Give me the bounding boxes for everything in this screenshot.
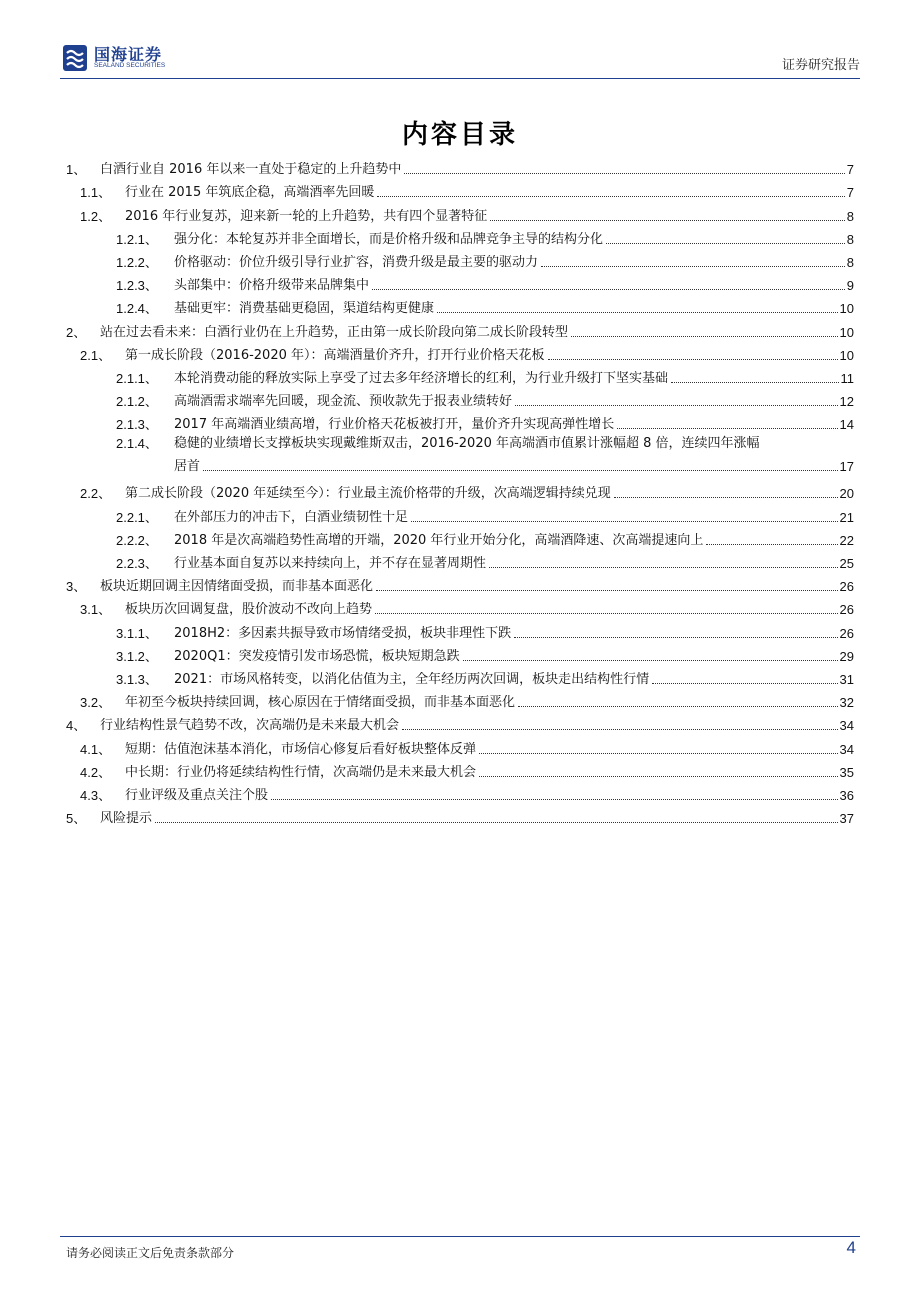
- toc-dot-leader: [479, 776, 838, 777]
- table-of-contents: [66, 155, 854, 827]
- toc-entry-number: 4、: [66, 718, 87, 734]
- toc-entry-page: 10: [839, 301, 854, 317]
- toc-entry-number: 2、: [66, 324, 87, 340]
- toc-entry[interactable]: [66, 178, 854, 201]
- toc-entry[interactable]: [66, 341, 854, 364]
- logo-chinese-name: 国海证券: [94, 45, 163, 64]
- footer-disclaimer: 请务必阅读正文后免责条款部分: [66, 1246, 235, 1260]
- toc-entry[interactable]: [66, 271, 854, 294]
- toc-entry-page: 35: [839, 764, 854, 780]
- toc-entry-number: 2.1.4、: [116, 436, 158, 452]
- toc-entry-page: 25: [839, 556, 854, 571]
- toc-entry-page: 8: [846, 231, 854, 247]
- toc-entry-page: 34: [839, 718, 854, 734]
- toc-entry-title: 第二成长阶段（2020 年延续至今）：行业最主流价格带的升级，次高端逻辑持续兑现: [125, 486, 611, 502]
- toc-dot-leader: [376, 590, 838, 591]
- toc-entry[interactable]: [66, 387, 854, 410]
- toc-dot-leader: [203, 470, 838, 471]
- logo-english-name: SEALAND SECURITIES: [94, 62, 166, 69]
- toc-entry-title: 行业结构性景气趋势不改，次高端仍是未来最大机会: [100, 718, 400, 734]
- toc-entry-number: 3.1、: [80, 602, 112, 618]
- toc-entry-number: 4.2、: [80, 764, 112, 780]
- toc-dot-leader: [706, 544, 837, 545]
- toc-entry-title: 短期：估值泡沫基本消化，市场信心修复后看好板块整体反弹: [125, 741, 477, 757]
- header-divider: [60, 78, 860, 79]
- toc-dot-leader: [372, 289, 845, 290]
- toc-entry[interactable]: [66, 410, 854, 433]
- toc-entry-number: 1.2.3、: [116, 278, 158, 294]
- toc-dot-leader: [490, 220, 845, 221]
- toc-entry-page: 10: [839, 324, 854, 340]
- toc-entry-number: 3.1.2、: [116, 648, 158, 664]
- toc-entry-page: 20: [839, 486, 854, 502]
- toc-entry[interactable]: [66, 433, 854, 479]
- toc-entry-page: 8: [846, 254, 854, 270]
- toc-entry[interactable]: [66, 665, 854, 688]
- toc-entry-page: 32: [839, 695, 854, 711]
- page-header: [60, 42, 860, 76]
- toc-entry-page: 31: [839, 671, 854, 687]
- toc-entry-number: 3、: [66, 579, 87, 595]
- toc-entry-page: 37: [839, 811, 854, 827]
- toc-dot-leader: [541, 266, 845, 267]
- toc-entry[interactable]: [66, 225, 854, 248]
- toc-entry-title: 稳健的业绩增长支撑板块实现戴维斯双击，2016-2020 年高端酒市值累计涨幅超 8 倍，连续四年涨幅: [174, 436, 760, 452]
- toc-entry-page: 26: [839, 602, 854, 618]
- toc-dot-leader: [437, 312, 838, 313]
- toc-entry-number: 1.2.2、: [116, 254, 158, 270]
- toc-dot-leader: [515, 405, 838, 406]
- toc-dot-leader: [652, 683, 837, 684]
- toc-dot-leader: [571, 336, 838, 337]
- sealand-logo-icon: [62, 44, 88, 72]
- toc-entry-title: 2020Q1：突发疫情引发市场恐慌，板块短期急跌: [174, 648, 460, 664]
- toc-entry-title: 板块历次回调复盘，股价波动不改向上趋势: [125, 602, 373, 618]
- toc-entry-number: 3.1.3、: [116, 671, 158, 687]
- toc-entry-page: 8: [846, 208, 854, 224]
- toc-entry[interactable]: [66, 688, 854, 711]
- toc-entry-title: 价格驱动：价位升级引导行业扩容，消费升级是最主要的驱动力: [174, 254, 539, 270]
- toc-entry-number: 1、: [66, 162, 87, 178]
- page-number: 4: [846, 1238, 856, 1257]
- toc-entry-title-continued: 居首: [174, 459, 201, 475]
- toc-entry-title: 高端酒需求端率先回暖，现金流、预收款先于报表业绩转好: [174, 394, 513, 410]
- toc-dot-leader: [518, 706, 838, 707]
- toc-entry-title: 本轮消费动能的释放实际上享受了过去多年经济增长的红利，为行业升级打下坚实基础: [174, 370, 669, 386]
- toc-entry[interactable]: [66, 549, 854, 572]
- toc-entry-page: 11: [840, 370, 854, 386]
- toc-dot-leader: [402, 729, 838, 730]
- toc-entry-page: 26: [839, 579, 854, 595]
- toc-entry[interactable]: [66, 526, 854, 549]
- toc-entry-page: 21: [839, 509, 854, 525]
- toc-entry-title: 在外部压力的冲击下，白酒业绩韧性十足: [174, 509, 409, 525]
- toc-entry-page: 17: [839, 459, 854, 475]
- toc-entry[interactable]: [66, 758, 854, 781]
- toc-entry-title: 行业在 2015 年筑底企稳，高端酒率先回暖: [125, 185, 375, 201]
- toc-entry-title: 行业基本面自复苏以来持续向上，并不存在显著周期性: [174, 556, 487, 571]
- toc-entry-number: 4.1、: [80, 741, 112, 757]
- toc-entry-title: 2017 年高端酒业绩高增，行业价格天花板被打开，量价齐升实现高弹性增长: [174, 417, 615, 433]
- toc-entry-title: 年初至今板块持续回调，核心原因在于情绪面受损，而非基本面恶化: [125, 695, 516, 711]
- toc-entry[interactable]: [66, 294, 854, 317]
- toc-dot-leader: [271, 799, 838, 800]
- toc-entry[interactable]: [66, 642, 854, 665]
- toc-entry[interactable]: [66, 155, 854, 178]
- toc-dot-leader: [548, 359, 838, 360]
- toc-entry-page: 34: [839, 741, 854, 757]
- toc-dot-leader: [375, 613, 838, 614]
- toc-entry-number: 2.1.2、: [116, 394, 158, 410]
- page-title: 内容目录: [401, 120, 518, 150]
- toc-dot-leader: [479, 753, 838, 754]
- toc-entry-number: 2.2、: [80, 486, 112, 502]
- toc-dot-leader: [614, 497, 838, 498]
- toc-entry-number: 1.2、: [80, 208, 112, 224]
- toc-entry-title: 板块近期回调主因情绪面受损，而非基本面恶化: [100, 579, 374, 595]
- toc-entry[interactable]: [66, 572, 854, 595]
- toc-entry-page: 10: [839, 347, 854, 363]
- toc-entry-number: 2.1、: [80, 347, 112, 363]
- toc-entry[interactable]: [66, 248, 854, 271]
- toc-entry-title: 2016 年行业复苏，迎来新一轮的上升趋势，共有四个显著特征: [125, 208, 488, 224]
- toc-entry[interactable]: [66, 595, 854, 618]
- toc-entry[interactable]: [66, 201, 854, 224]
- toc-entry-title: 行业评级及重点关注个股: [125, 787, 269, 803]
- toc-entry-page: 36: [839, 787, 854, 803]
- toc-entry-number: 1.2.1、: [116, 231, 158, 247]
- toc-entry-number: 3.2、: [80, 695, 112, 711]
- toc-entry-title: 2021：市场风格转变，以消化估值为主，全年经历两次回调，板块走出结构性行情: [174, 671, 650, 687]
- toc-entry-number: 2.1.1、: [116, 370, 158, 386]
- toc-dot-leader: [489, 567, 838, 568]
- toc-entry-title: 风险提示: [100, 811, 153, 827]
- toc-entry[interactable]: [66, 317, 854, 340]
- toc-dot-leader: [606, 243, 845, 244]
- toc-dot-leader: [514, 637, 837, 638]
- toc-entry-number: 2.2.1、: [116, 509, 158, 525]
- toc-entry-title: 2018 年是次高端趋势性高增的开端，2020 年行业开始分化，高端酒降速、次高端提速向上: [174, 532, 704, 548]
- toc-entry[interactable]: [66, 364, 854, 387]
- footer-divider: [60, 1236, 860, 1237]
- toc-entry-number: 2.1.3、: [116, 417, 158, 433]
- toc-entry-number: 2.2.3、: [116, 556, 158, 571]
- toc-dot-leader: [617, 428, 837, 429]
- toc-entry-title: 头部集中：价格升级带来品牌集中: [174, 278, 370, 294]
- toc-entry[interactable]: [66, 781, 854, 804]
- toc-entry-title: 站在过去看未来：白酒行业仍在上升趋势，正由第一成长阶段向第二成长阶段转型: [100, 324, 569, 340]
- toc-entry-number: 2.2.2、: [116, 532, 158, 548]
- toc-entry-page: 7: [846, 162, 854, 178]
- toc-entry-title: 中长期：行业仍将延续结构性行情，次高端仍是未来最大机会: [125, 764, 477, 780]
- toc-entry-number: 1.2.4、: [116, 301, 158, 317]
- toc-dot-leader: [463, 660, 838, 661]
- toc-dot-leader: [377, 196, 844, 197]
- toc-entry-page: 22: [839, 532, 854, 548]
- toc-entry-title: 第一成长阶段（2016-2020 年）：高端酒量价齐升，打开行业价格天花板: [125, 347, 545, 363]
- toc-entry-page: 14: [839, 417, 854, 433]
- toc-entry[interactable]: [66, 734, 854, 757]
- toc-entry[interactable]: [66, 711, 854, 734]
- toc-entry-number: 3.1.1、: [116, 625, 158, 641]
- toc-entry[interactable]: [66, 804, 854, 827]
- toc-entry[interactable]: [66, 618, 854, 641]
- toc-entry[interactable]: [66, 479, 854, 502]
- toc-dot-leader: [671, 382, 838, 383]
- toc-entry-title: 基础更牢：消费基础更稳固，渠道结构更健康: [174, 301, 435, 317]
- toc-entry-page: 7: [846, 185, 854, 201]
- toc-entry-title: 白酒行业自 2016 年以来一直处于稳定的上升趋势中: [100, 162, 402, 178]
- toc-entry-number: 1.1、: [80, 185, 112, 201]
- toc-entry-number: 4.3、: [80, 787, 112, 803]
- toc-entry-title: 强分化：本轮复苏并非全面增长，而是价格升级和品牌竞争主导的结构分化: [174, 231, 604, 247]
- toc-entry-page: 29: [839, 648, 854, 664]
- toc-dot-leader: [411, 521, 838, 522]
- toc-entry-number: 5、: [66, 811, 87, 827]
- toc-entry[interactable]: [66, 502, 854, 525]
- toc-entry-title: 2018H2：多因素共振导致市场情绪受损，板块非理性下跌: [174, 625, 512, 641]
- toc-entry-page: 12: [839, 394, 854, 410]
- toc-entry-page: 9: [846, 278, 854, 294]
- toc-dot-leader: [155, 822, 838, 823]
- toc-dot-leader: [404, 173, 844, 174]
- report-type-label: 证券研究报告: [781, 58, 860, 73]
- toc-entry-page: 26: [839, 625, 854, 641]
